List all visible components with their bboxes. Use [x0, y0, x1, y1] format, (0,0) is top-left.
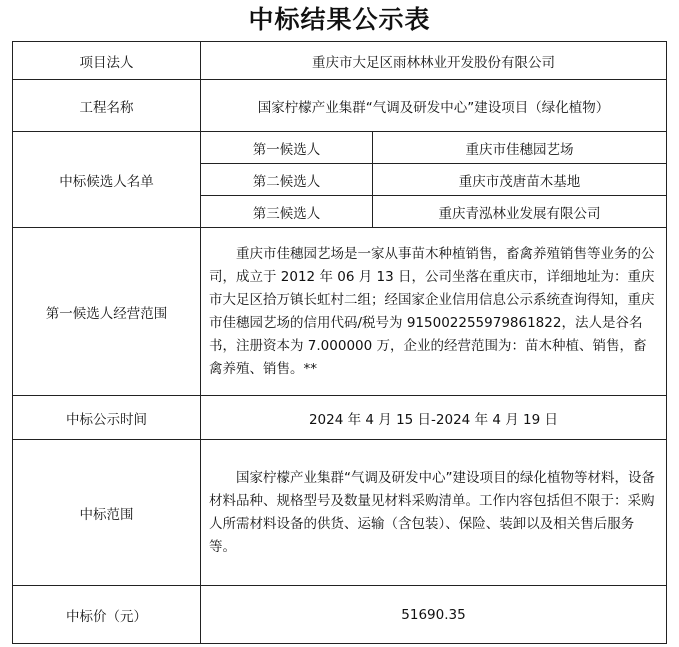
publicity-period-label: 中标公示时间: [13, 396, 201, 440]
project-name-value: 国家柠檬产业集群“气调及研发中心”建设项目（绿化植物）: [201, 80, 667, 132]
candidates-label: 中标候选人名单: [13, 132, 201, 228]
candidate-name-1: 重庆市佳穗园艺场: [373, 132, 667, 164]
first-candidate-scope-text: 重庆市佳穗园艺场是一家从事苗木种植销售，畜禽养殖销售等业务的公司，成立于 2012 年 06 月 13 日，公司坐落在重庆市，详细地址为：重庆市大足区拾万镇长虹村二组；经国家企业信用信息公示系统查询得知，重庆市佳穗园艺场的信用代码/税号为 915002255979861822，法人是谷名书，注册资本为 7.000000 万，企业的经营范围为：苗木种植、销售，畜禽养殖、销售。**: [209, 245, 655, 377]
legal-person-label: 项目法人: [13, 42, 201, 80]
bid-scope-label: 中标范围: [13, 440, 201, 586]
bid-price-label: 中标价（元）: [13, 586, 201, 644]
first-candidate-scope-cell: [201, 228, 667, 396]
publicity-period-value: 2024 年 4 月 15 日-2024 年 4 月 19 日: [201, 396, 667, 440]
candidate-rank-2: 第二候选人: [201, 164, 373, 196]
row-publicity-period: [13, 396, 667, 440]
bid-scope-cell: [201, 440, 667, 586]
page-title: 中标结果公示表: [248, 5, 431, 34]
bid-result-table: [12, 41, 667, 644]
candidate-rank-1: 第一候选人: [201, 132, 373, 164]
legal-person-value: 重庆市大足区雨林林业开发股份有限公司: [201, 42, 667, 80]
candidate-name-2: 重庆市茂唐苗木基地: [373, 164, 667, 196]
row-candidate-1: [13, 132, 667, 164]
candidate-name-3: 重庆青泓林业发展有限公司: [373, 196, 667, 228]
project-name-label: 工程名称: [13, 80, 201, 132]
row-bid-scope: [13, 440, 667, 586]
row-bid-price: [13, 586, 667, 644]
first-candidate-scope-label: 第一候选人经营范围: [13, 228, 201, 396]
row-project-name: [13, 80, 667, 132]
row-legal-person: [13, 42, 667, 80]
candidate-rank-3: 第三候选人: [201, 196, 373, 228]
row-first-candidate-scope: [13, 228, 667, 396]
bid-scope-text: 国家柠檬产业集群“气调及研发中心”建设项目的绿化植物等材料，设备材料品种、规格型号及数量见材料采购清单。工作内容包括但不限于：采购人所需材料设备的供货、运输（含包装）、保险、装卸以及相关售后服务等。: [209, 469, 655, 555]
bid-price-value: 51690.35: [201, 586, 667, 644]
